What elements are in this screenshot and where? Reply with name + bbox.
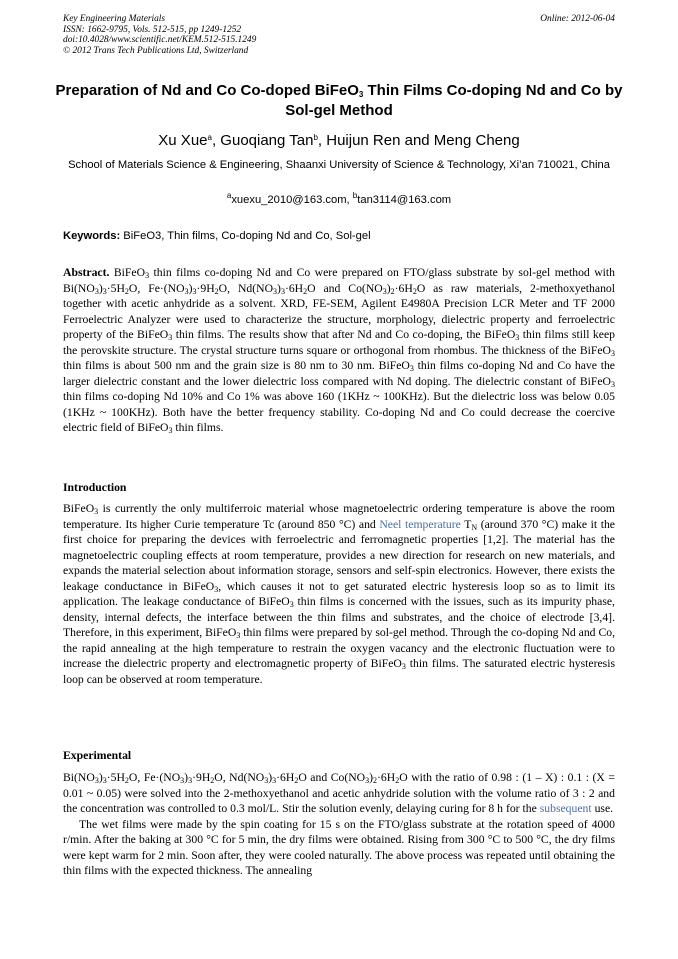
experimental-section	[63, 770, 615, 879]
experimental-heading: Experimental	[63, 749, 132, 762]
abstract-label: Abstract.	[63, 266, 110, 279]
journal-header	[63, 14, 615, 56]
experimental-paragraph-1: $Bi(NO_3)_3\cdot 5H_2O$, $Fe\cdot(NO_3)_3\cdot 9H_2O$, $Nd(NO_3)_3\cdot 6H_2O$ and $Co(NO_3)_2\cdot 6H_2O$ with the ratio of 0.98 : (1 – X) : 0.1 : (X = 0.01 ~ 0.05) were solved into the 2-methoxyethanol and acetic anhydride solution with the volume ratio of 3 : 2 and the concentration was controlled to 0.3 mol/L. Stir the solution evenly, delaying curing for 8 h for the subsequent use.	[63, 771, 615, 816]
journal-name: Key Engineering Materials	[63, 14, 166, 24]
keywords-label: Keywords:	[63, 230, 121, 242]
author-emails: $^a$xuexu_2010@163.com, $^b$tan3114@163.com	[226, 191, 452, 206]
experimental-paragraph-2: The wet films were made by the spin coating for 15 s on the FTO/glass substrate at the rotation speed of 4000 r/min. After the baking at 300 °C for 5 min, the dry films were obtained. Rising from 300 °C to 500 °C, the dry films were kept warm for 2 min. Soon after, they were cooled naturally. The above process was repeated until obtaining the thin films with the expected thickness. The annealing	[63, 817, 615, 878]
keywords: Keywords: BiFeO3, Thin films, Co-doping Nd and Co, Sol-gel	[63, 230, 371, 242]
abstract: Abstract. BiFeO$_3$ thin films co-doping Nd and Co were prepared on FTO/glass substrate by sol-gel method with $Bi(NO_3)_3\cdot 5H_2O$, $Fe\cdot(NO_3)_3\cdot 9H_2O$, $Nd(NO_3)_3\cdot 6H_2O$ and $Co(NO_3)_2\cdot 6H_2O$ as raw materials, 2-methoxyethanol together with acetic anhydride as a solvent. XRD, FE-SEM, Agilent E4980A Precision LCR Meter and TF 2000 Ferroelectric Analyzer were used to characterize the structure, morphology, dielectric property and ferroelectric property of the BiFeO$_3$ thin films. The results show that after Nd and Co co-doping, the BiFeO$_3$ thin films still keep the perovskite structure. The crystal structure turns square or orthogonal from rhombus. The thickness of the BiFeO$_3$ thin films is about 500 nm and the grain size is 80 nm to 30 nm. BiFeO$_3$ thin films co-doping Nd and Co have the larger dielectric constant and the lower dielectric loss compared with Nd doping. The dielectric constant of BiFeO$_3$ thin films co-doping Nd 10% and Co 1% was above 160 (1KHz ~ 100KHz). But the dielectric loss was below 0.05 (1KHz ~ 100KHz). Both have the better frequency stability. Co-doping Nd and Co could decrease the coercive electric field of BiFeO$_3$ thin films.	[63, 266, 616, 436]
neel-temperature-link[interactable]: Neel temperature	[379, 517, 461, 531]
author-list: Xu Xue$^a$, Guoqiang Tan$^b$, Huijun Ren and Meng Cheng	[158, 132, 520, 149]
subsequent-link[interactable]: subsequent	[539, 802, 592, 816]
copyright-line: © 2012 Trans Tech Publications Ltd, Switzerland	[63, 45, 249, 56]
introduction-heading: Introduction	[63, 481, 127, 494]
paper-title: Preparation of Nd and Co Co-doped BiFeO$_3$ Thin Films Co-doping Nd and Co by Sol-gel Method	[55, 82, 623, 119]
affiliation: School of Materials Science & Engineering, Shaanxi University of Science & Technology, Xi’an 710021, China	[68, 159, 610, 171]
introduction-paragraph: BiFeO$_3$ is currently the only multiferroic material whose magnetoelectric ordering temperature is above the room temperature. Its higher Curie temperature Tc (around 850 °C) and Neel temperature $T_N$ (around 370 °C) make it the first choice for preparing the devices with ferroelectric and ferromagnetic properties [1,2]. The material has the magnetoelectric coupling effects at room temperature, provides a new direction for research on new materials, and expands the material selection about information storage, sensors and self-spin electronics. However, there exists the leakage conductance in BiFeO$_3$, which causes it not to get saturated electric hysteresis loop so as to limit its application. The leakage conductance of BiFeO$_3$ thin films is concerned with the issues, such as its impurity phase, density, internal defects, the interface between the thin films and substrates, and the choice of electrode [3,4]. Therefore, in this experiment, BiFeO$_3$ thin films were prepared by sol-gel method. Through the co-doping Nd and Co, the rapid annealing at the high temperature to restrain the oxygen vacancy and the electronic fluctuation were to increase the dielectric property and electromagnetic property of BiFeO$_3$ thin films. The saturated electric hysteresis loop can be observed at room temperature.	[63, 502, 616, 687]
issn-line: ISSN: 1662-9795, Vols. 512-515, pp 1249-1252	[63, 24, 242, 35]
doi-line: doi:10.4028/www.scientific.net/KEM.512-515.1249	[63, 35, 257, 46]
online-date: Online: 2012-06-04	[540, 14, 615, 24]
